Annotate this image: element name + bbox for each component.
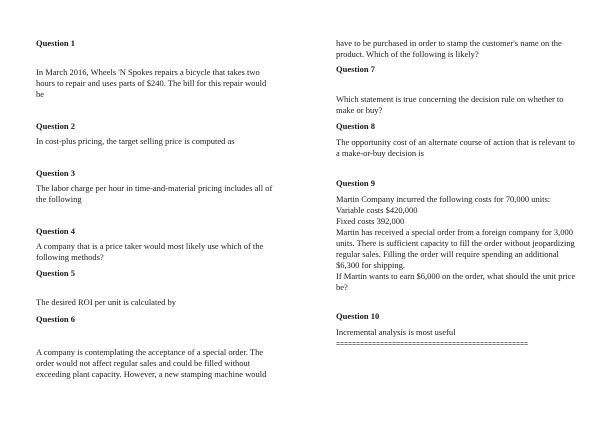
question-7-heading: Question 7 — [336, 64, 375, 74]
question-4-text-line: A company that is a price taker would most likely use which of the — [36, 241, 264, 251]
question-9-text-line: be? — [336, 282, 348, 292]
question-4-text-line: following methods? — [36, 252, 104, 262]
question-10-text-line: Incremental analysis is most useful — [336, 327, 456, 337]
question-1-heading: Question 1 — [36, 38, 75, 48]
question-9-text-line: $6,300 for shipping. — [336, 260, 405, 270]
question-6-continued-line: have to be purchased in order to stamp the customer's name on the — [336, 38, 562, 48]
question-6-heading: Question 6 — [36, 314, 75, 324]
question-2-heading: Question 2 — [36, 121, 75, 131]
question-9-heading: Question 9 — [336, 178, 375, 188]
question-8-text-line: The opportunity cost of an alternate course of action that is relevant to — [336, 137, 575, 147]
question-10-heading: Question 10 — [336, 311, 380, 321]
question-1-text-line: be — [36, 89, 45, 99]
question-4-heading: Question 4 — [36, 226, 75, 236]
question-9-text-line: Martin Company incurred the following costs for 70,000 units: — [336, 194, 551, 204]
question-6-text-line: order would not affect regular sales and could be filled without — [36, 358, 251, 368]
question-5-text-line: The desired ROI per unit is calculated by — [36, 297, 176, 307]
question-3-heading: Question 3 — [36, 168, 75, 178]
question-6-text-line: A company is contemplating the acceptance of a special order. The — [36, 347, 264, 357]
question-6-continued-line: product. Which of the following is likely? — [336, 49, 479, 59]
question-1-text-line: hours to repair and uses parts of $240. The bill for this repair would — [36, 78, 267, 88]
question-3-text-line: The labor charge per hour in time-and-material pricing includes all of — [36, 183, 273, 193]
separator-rule: ================================================ — [336, 341, 529, 349]
question-7-text-line: Which statement is true concerning the decision rule on whether to — [336, 94, 564, 104]
question-9-text-line: Variable costs $420,000 — [336, 205, 418, 215]
question-6-text-line: exceeding plant capacity. However, a new stamping machine would — [36, 369, 267, 379]
question-9-text-line: If Martin wants to earn $6,000 on the order, what should the unit price — [336, 271, 576, 281]
question-8-text-line: a make-or-buy decision is — [336, 148, 424, 158]
question-7-text-line: make or buy? — [336, 105, 383, 115]
question-5-heading: Question 5 — [36, 268, 75, 278]
question-9-text-line: Martin has received a special order from a foreign company for 3,000 — [336, 227, 573, 237]
question-9-text-line: Fixed costs 392,000 — [336, 216, 405, 226]
question-2-text-line: In cost-plus pricing, the target selling price is computed as — [36, 136, 235, 146]
question-9-text-line: regular sales. Filling the order will require spending an additional — [336, 249, 559, 259]
question-9-text-line: units. There is sufficient capacity to fill the order without jeopardizing — [336, 238, 575, 248]
question-3-text-line: the following — [36, 194, 82, 204]
question-8-heading: Question 8 — [336, 121, 375, 131]
question-1-text-line: In March 2016, Wheels 'N Spokes repairs a bicycle that takes two — [36, 67, 260, 77]
